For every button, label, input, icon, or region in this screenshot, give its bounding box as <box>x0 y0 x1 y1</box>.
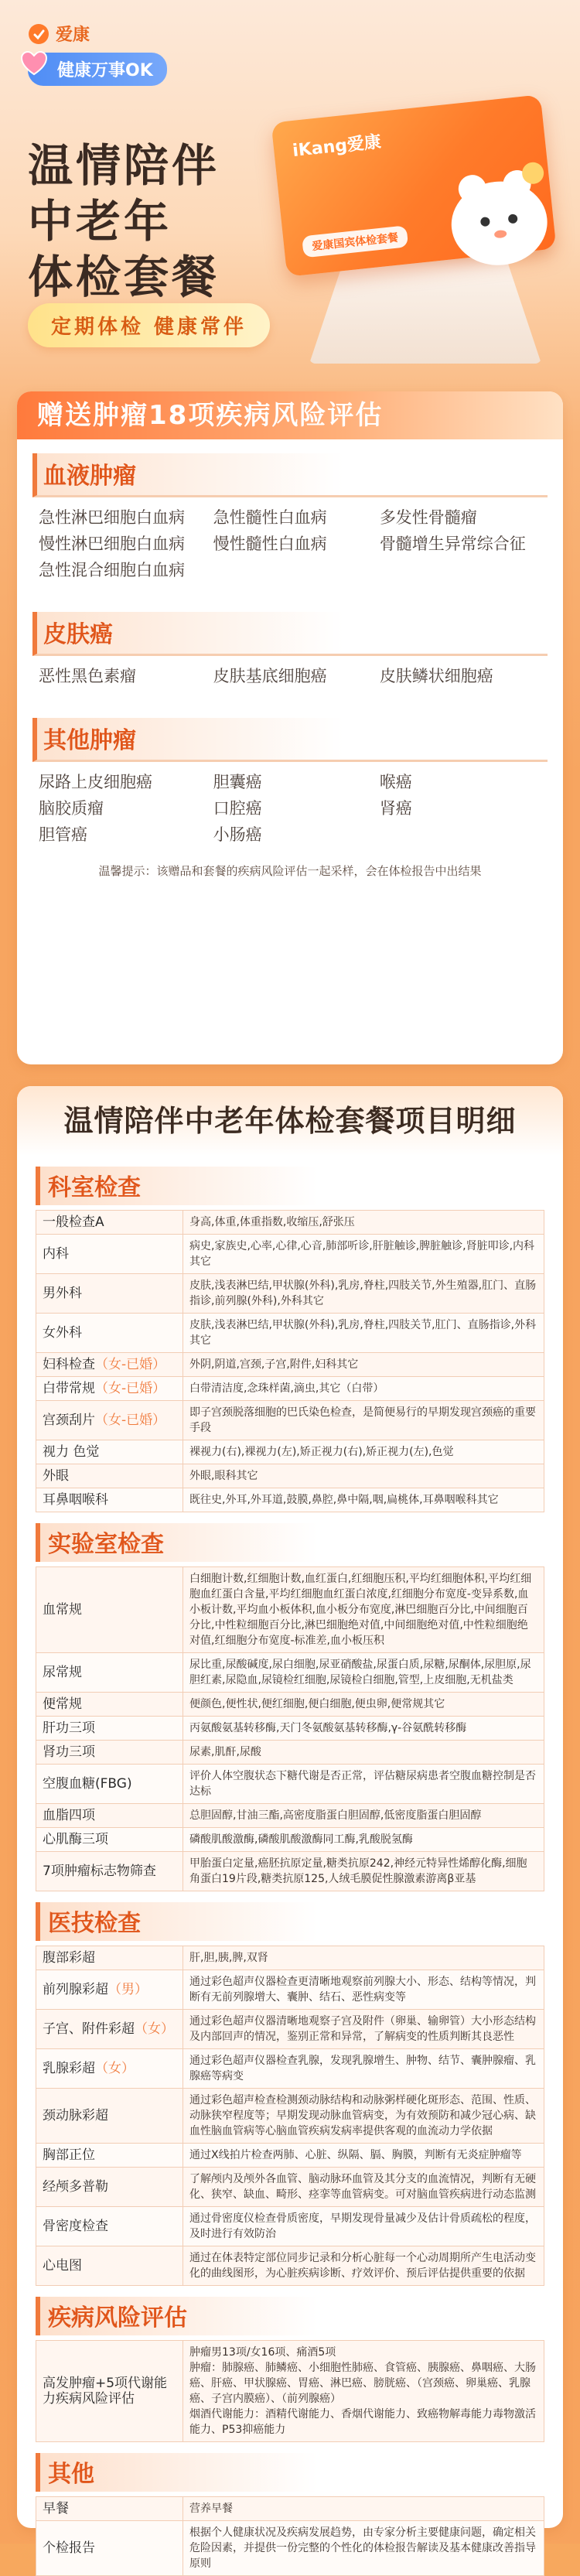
gift-panel <box>17 391 563 1064</box>
item-description: 通过在体表特定部位同步记录和分析心脏每一个心动周期所产生电活动变化的曲线图形，为心脏疾病诊断、疗效评价、预后评估提供重要的依据 <box>183 2246 544 2286</box>
table-row <box>36 2246 544 2286</box>
ikang-logo-icon <box>28 23 49 45</box>
category-skin <box>32 612 548 687</box>
item-description: 肿瘤男13项/女16项、痛酒5项 肿瘤：肺腺癌、肺鳞癌、小细胞性肺癌、食管癌、胰腺癌、鼻咽癌、大肠癌、肝癌、甲状腺癌、胃癌、淋巴癌、膀胱癌、（宫颈癌、卵巢癌、乳腺癌、子宫内膜癌）、（前列腺癌） 烟酒代谢能力：酒精代谢能力、香烟代谢能力、致癌物解毒能力毒物激活能力、P53抑癌能力 <box>183 2341 544 2442</box>
item-description: 通过彩色超声检查检测颈动脉结构和动脉粥样硬化斑形态、范围、性质、动脉狭窄程度等；早期发现动脉血管病变，为有效预防和减少冠心病、缺血性脑血管病等心脑血管疾病发病率提供客观的血流动力学依据 <box>183 2089 544 2144</box>
item-name-text: 外眼 <box>43 1468 69 1484</box>
item-name <box>36 1653 183 1693</box>
item-description: 评价人体空腹状态下糖代谢是否正常，评估糖尿病患者空腹血糖控制是否达标 <box>183 1765 544 1804</box>
vip-card <box>271 94 557 276</box>
item-name <box>36 1440 183 1464</box>
item-name <box>36 2341 183 2442</box>
item-name <box>36 1488 183 1512</box>
item-name <box>36 1804 183 1828</box>
item-tag: （女-已婚） <box>95 1357 166 1372</box>
item-description: 通过彩色超声仪器检查更清晰地观察前列腺大小、形态、结构等情况，判断有无前列腺增大、囊肿、结石、恶性病变等 <box>183 1970 544 2010</box>
item-description: 病史,家族史,心率,心律,心音,肺部听诊,肝脏触诊,脾脏触诊,肾脏叩诊,内科其它 <box>183 1235 544 1274</box>
item-description: 通过X线拍片检查两肺、心脏、纵隔、膈、胸膜，判断有无炎症肿瘤等 <box>183 2144 544 2168</box>
list-item: 急性淋巴细胞白血病 <box>39 508 185 527</box>
list-item: 恶性黑色素瘤 <box>39 667 136 685</box>
item-description: 白带清洁度,念珠样菌,滴虫,其它（白带） <box>183 1377 544 1401</box>
table-row <box>36 1741 544 1765</box>
item-name <box>36 1353 183 1377</box>
item-name-text: 便常规 <box>43 1696 82 1712</box>
list-item: 慢性髓性白血病 <box>213 535 327 553</box>
list-item: 肾癌 <box>379 799 412 818</box>
item-description: 根据个人健康状况及疾病发展趋势，由专家分析主要健康问题，确定相关危险因素，并提供一份完整的个性化的体检报告解读及基本健康改善指导原则 <box>183 2521 544 2576</box>
table-row <box>36 1353 544 1377</box>
item-name <box>36 2144 183 2168</box>
item-name-text: 胸部正位 <box>43 2147 95 2163</box>
table-row <box>36 1488 544 1512</box>
section-title: 疾病风险评估 <box>36 2297 544 2335</box>
list-item: 皮肤基底细胞癌 <box>213 667 327 685</box>
item-description: 白细胞计数,红细胞计数,血红蛋白,红细胞压积,平均红细胞体积,平均红细胞血红蛋白含量,平均红细胞血红蛋白浓度,红细胞分布宽度-变异系数,血小板计数,平均血小板体积,血小板分布宽度,淋巴细胞百分比,中间细胞百分比,中性粒细胞百分比,淋巴细胞绝对值,中间细胞绝对值,中性粒细胞绝对值,红细胞分布宽度-标准差,血小板压积 <box>183 1567 544 1653</box>
table-row <box>36 1464 544 1488</box>
hero-subtitle: 定期体检 健康常伴 <box>28 303 270 347</box>
gift-title: 赠送肿瘤18项疾病风险评估 <box>17 391 563 439</box>
item-name-text: 血常规 <box>43 1602 82 1618</box>
table-row <box>36 1765 544 1804</box>
list-item: 胆管癌 <box>39 825 87 844</box>
table-row <box>36 1401 544 1440</box>
item-name <box>36 2497 183 2521</box>
hero-title-line: 温情陪伴 <box>28 139 220 192</box>
hero-title-line: 体检套餐 <box>28 251 220 303</box>
item-tag: （女） <box>95 2061 135 2076</box>
table-row <box>36 1440 544 1464</box>
item-name <box>36 1717 183 1741</box>
item-description: 肝,胆,胰,脾,双肾 <box>183 1946 544 1970</box>
item-description: 甲胎蛋白定量,癌胚抗原定量,糖类抗原242,神经元特异性烯醇化酶,细胞角蛋白19片段,糖类抗原125,人绒毛膜促性腺激素游离β亚基 <box>183 1852 544 1891</box>
item-name-text: 心肌酶三项 <box>43 1832 108 1847</box>
item-name <box>36 2521 183 2576</box>
item-name <box>36 1741 183 1765</box>
item-name <box>36 2010 183 2049</box>
item-name-text: 视力 色觉 <box>43 1444 100 1460</box>
item-name-text: 男外科 <box>43 1286 82 1301</box>
item-name-text: 腹部彩超 <box>43 1950 95 1966</box>
item-name <box>36 1567 183 1653</box>
heart-icon <box>19 48 49 79</box>
list-item: 骨髓增生异常综合征 <box>379 535 526 553</box>
table-row <box>36 2144 544 2168</box>
brand-row <box>28 22 90 46</box>
table-row <box>36 2010 544 2049</box>
item-description: 即子宫颈脱落细胞的巴氏染色检查，是简便易行的早期发现宫颈癌的重要手段 <box>183 1401 544 1440</box>
detail-table <box>36 1946 544 2286</box>
category-title: 血液肿瘤 <box>32 453 548 497</box>
item-description: 尿素,肌酐,尿酸 <box>183 1741 544 1765</box>
item-name <box>36 1314 183 1353</box>
item-name-text: 高发肿瘤+5项代谢能力疾病风险评估 <box>43 2376 168 2407</box>
table-row <box>36 1274 544 1314</box>
item-name-text: 经颅多普勒 <box>43 2179 108 2195</box>
item-name-text: 女外科 <box>43 1325 82 1341</box>
category-title: 其他肿瘤 <box>32 718 548 762</box>
item-description: 通过彩色超声仪器清晰地观察子宫及附件（卵巢、输卵管）大小形态结构及内部回声的情况，鉴别正常和异常，了解病变的性质判断其良恶性 <box>183 2010 544 2049</box>
item-description: 磷酸肌酸激酶,磷酸肌酸激酶同工酶,乳酸脱氢酶 <box>183 1828 544 1852</box>
item-description: 既往史,外耳,外耳道,鼓膜,鼻腔,鼻中隔,咽,扁桃体,耳鼻咽喉科其它 <box>183 1488 544 1512</box>
brand-name: 爱康 <box>56 26 90 45</box>
list-item: 尿路上皮细胞癌 <box>39 773 152 791</box>
item-description: 通过彩色超声仪器检查乳腺，发现乳腺增生、肿物、结节、囊肿腺瘤、乳腺癌等病变 <box>183 2049 544 2089</box>
table-row <box>36 1828 544 1852</box>
item-name-text: 早餐 <box>43 2501 69 2516</box>
item-name-text: 肾功三项 <box>43 1744 95 1760</box>
item-name <box>36 1946 183 1970</box>
item-description: 营养早餐 <box>183 2497 544 2521</box>
item-description: 了解颅内及颅外各血管、脑动脉环血管及其分支的血流情况，判断有无硬化、狭窄、缺血、畸形、痉挛等血管病变。可对脑血管疾病进行动态监测 <box>183 2168 544 2207</box>
item-description: 通过骨密度仪检查骨质密度，早期发现骨量减少及估计骨质疏松的程度，及时进行有效防治 <box>183 2207 544 2246</box>
table-row <box>36 1717 544 1741</box>
section-title: 科室检查 <box>36 1167 544 1205</box>
item-tag: （女-已婚） <box>95 1413 166 1428</box>
item-tag: （女） <box>135 2021 174 2037</box>
item-name <box>36 2168 183 2207</box>
item-name <box>36 2246 183 2286</box>
item-name <box>36 1828 183 1852</box>
item-name-text: 一般检查A <box>43 1215 104 1230</box>
gift-note: 温馨提示：该赠品和套餐的疾病风险评估一起采样，会在体检报告中出结果 <box>98 864 482 878</box>
list-item: 急性髓性白血病 <box>213 508 327 527</box>
item-name-text: 耳鼻咽喉科 <box>43 1492 108 1508</box>
item-name-text: 心电图 <box>43 2258 82 2274</box>
item-description: 便颜色,便性状,便红细胞,便白细胞,便虫卵,便常规其它 <box>183 1693 544 1717</box>
item-description: 皮肤,浅表淋巴结,甲状腺(外科),乳房,脊柱,四肢关节,肛门、直肠指诊,外科其它 <box>183 1314 544 1353</box>
hero-title <box>28 138 220 305</box>
list-item: 喉癌 <box>379 773 412 791</box>
detail-table <box>36 2496 544 2576</box>
item-name-text: 前列腺彩超 <box>43 1982 108 1997</box>
table-row <box>36 2497 544 2521</box>
table-row <box>36 2341 544 2442</box>
section-title: 其他 <box>36 2453 544 2492</box>
list-item: 多发性骨髓瘤 <box>379 508 477 527</box>
item-name-text: 个检报告 <box>43 2540 95 2556</box>
detail-title: 温情陪伴中老年体检套餐项目明细 <box>17 1086 563 1156</box>
item-name <box>36 2089 183 2144</box>
category-other <box>32 718 548 846</box>
item-name-text: 尿常规 <box>43 1665 82 1680</box>
table-row <box>36 1804 544 1828</box>
table-row <box>36 2521 544 2576</box>
mascot-icon <box>415 139 575 285</box>
category-blood <box>32 453 548 581</box>
item-name-text: 宫颈刮片 <box>43 1413 95 1428</box>
item-name <box>36 1464 183 1488</box>
hero-title-line: 中老年 <box>28 195 172 248</box>
detail-panel <box>17 1086 563 2570</box>
item-name-text: 颈动脉彩超 <box>43 2108 108 2123</box>
list-item: 急性混合细胞白血病 <box>39 561 185 579</box>
item-name-text: 妇科检查 <box>43 1357 95 1372</box>
detail-table <box>36 1210 544 1512</box>
item-name <box>36 2207 183 2246</box>
category-grid <box>32 762 548 846</box>
table-row <box>36 2089 544 2144</box>
table-row <box>36 2049 544 2089</box>
table-row <box>36 1653 544 1693</box>
list-item: 胆囊癌 <box>213 773 262 791</box>
item-name <box>36 1235 183 1274</box>
hero-banner <box>0 0 580 387</box>
table-row <box>36 1377 544 1401</box>
item-description: 总胆固醇,甘油三酯,高密度脂蛋白胆固醇,低密度脂蛋白胆固醇 <box>183 1804 544 1828</box>
item-name <box>36 1274 183 1314</box>
table-row <box>36 1693 544 1717</box>
item-name-text: 7项肿瘤标志物筛查 <box>43 1864 156 1879</box>
table-row <box>36 2168 544 2207</box>
category-grid <box>32 656 548 687</box>
table-row <box>36 1235 544 1274</box>
item-name <box>36 1377 183 1401</box>
item-tag: （女-已婚） <box>95 1381 166 1396</box>
item-tag: （男） <box>108 1982 148 1997</box>
list-item: 口腔癌 <box>213 799 262 818</box>
list-item: 慢性淋巴细胞白血病 <box>39 535 185 553</box>
item-name-text: 肝功三项 <box>43 1720 95 1736</box>
table-row <box>36 1314 544 1353</box>
item-name-text: 血脂四项 <box>43 1808 95 1823</box>
item-name-text: 空腹血糖(FBG) <box>43 1776 132 1792</box>
item-name-text: 骨密度检查 <box>43 2219 108 2234</box>
item-description: 尿比重,尿酸碱度,尿白细胞,尿亚硝酸盐,尿蛋白质,尿糖,尿酮体,尿胆原,尿胆红素,尿隐血,尿镜检红细胞,尿镜检白细胞,管型,上皮细胞,无机盐类 <box>183 1653 544 1693</box>
item-name <box>36 1765 183 1804</box>
item-name <box>36 2049 183 2089</box>
item-name-text: 内科 <box>43 1246 69 1262</box>
table-row <box>36 1211 544 1235</box>
list-item: 皮肤鳞状细胞癌 <box>379 667 493 685</box>
category-grid <box>32 497 548 581</box>
section-title: 实验室检查 <box>36 1523 544 1562</box>
list-item: 小肠癌 <box>213 825 262 844</box>
table-row <box>36 1567 544 1653</box>
table-row <box>36 1946 544 1970</box>
card-illustration <box>278 108 565 371</box>
item-description: 丙氨酸氨基转移酶,天门冬氨酸氨基转移酶,γ-谷氨酰转移酶 <box>183 1717 544 1741</box>
detail-body <box>17 1167 563 2576</box>
detail-table <box>36 1566 544 1891</box>
item-name <box>36 1211 183 1235</box>
item-description: 身高,体重,体重指数,收缩压,舒张压 <box>183 1211 544 1235</box>
item-name <box>36 1693 183 1717</box>
section-title: 医技检查 <box>36 1902 544 1941</box>
item-description: 皮肤,浅表淋巴结,甲状腺(外科),乳房,脊柱,四肢关节,外生殖器,肛门、直肠指诊,前列腺(外科),外科其它 <box>183 1274 544 1314</box>
card-ribbon: 爱康国宾体检套餐 <box>302 225 408 258</box>
table-row <box>36 2207 544 2246</box>
table-row <box>36 1970 544 2010</box>
list-item: 脑胶质瘤 <box>39 799 104 818</box>
item-name-text: 白带常规 <box>43 1381 95 1396</box>
detail-table <box>36 2340 544 2442</box>
item-description: 外阴,阴道,宫颈,子宫,附件,妇科其它 <box>183 1353 544 1377</box>
category-title: 皮肤癌 <box>32 612 548 656</box>
item-name-text: 子宫、附件彩超 <box>43 2021 135 2037</box>
card-logo: iKang爱康 <box>292 132 383 162</box>
item-name <box>36 1401 183 1440</box>
item-description: 裸视力(右),裸视力(左),矫正视力(右),矫正视力(左),色觉 <box>183 1440 544 1464</box>
item-description: 外眼,眼科其它 <box>183 1464 544 1488</box>
item-name-text: 乳腺彩超 <box>43 2061 95 2076</box>
table-row <box>36 1852 544 1891</box>
slogan-pill: 健康万事OK <box>28 53 167 86</box>
item-name <box>36 1852 183 1891</box>
item-name <box>36 1970 183 2010</box>
